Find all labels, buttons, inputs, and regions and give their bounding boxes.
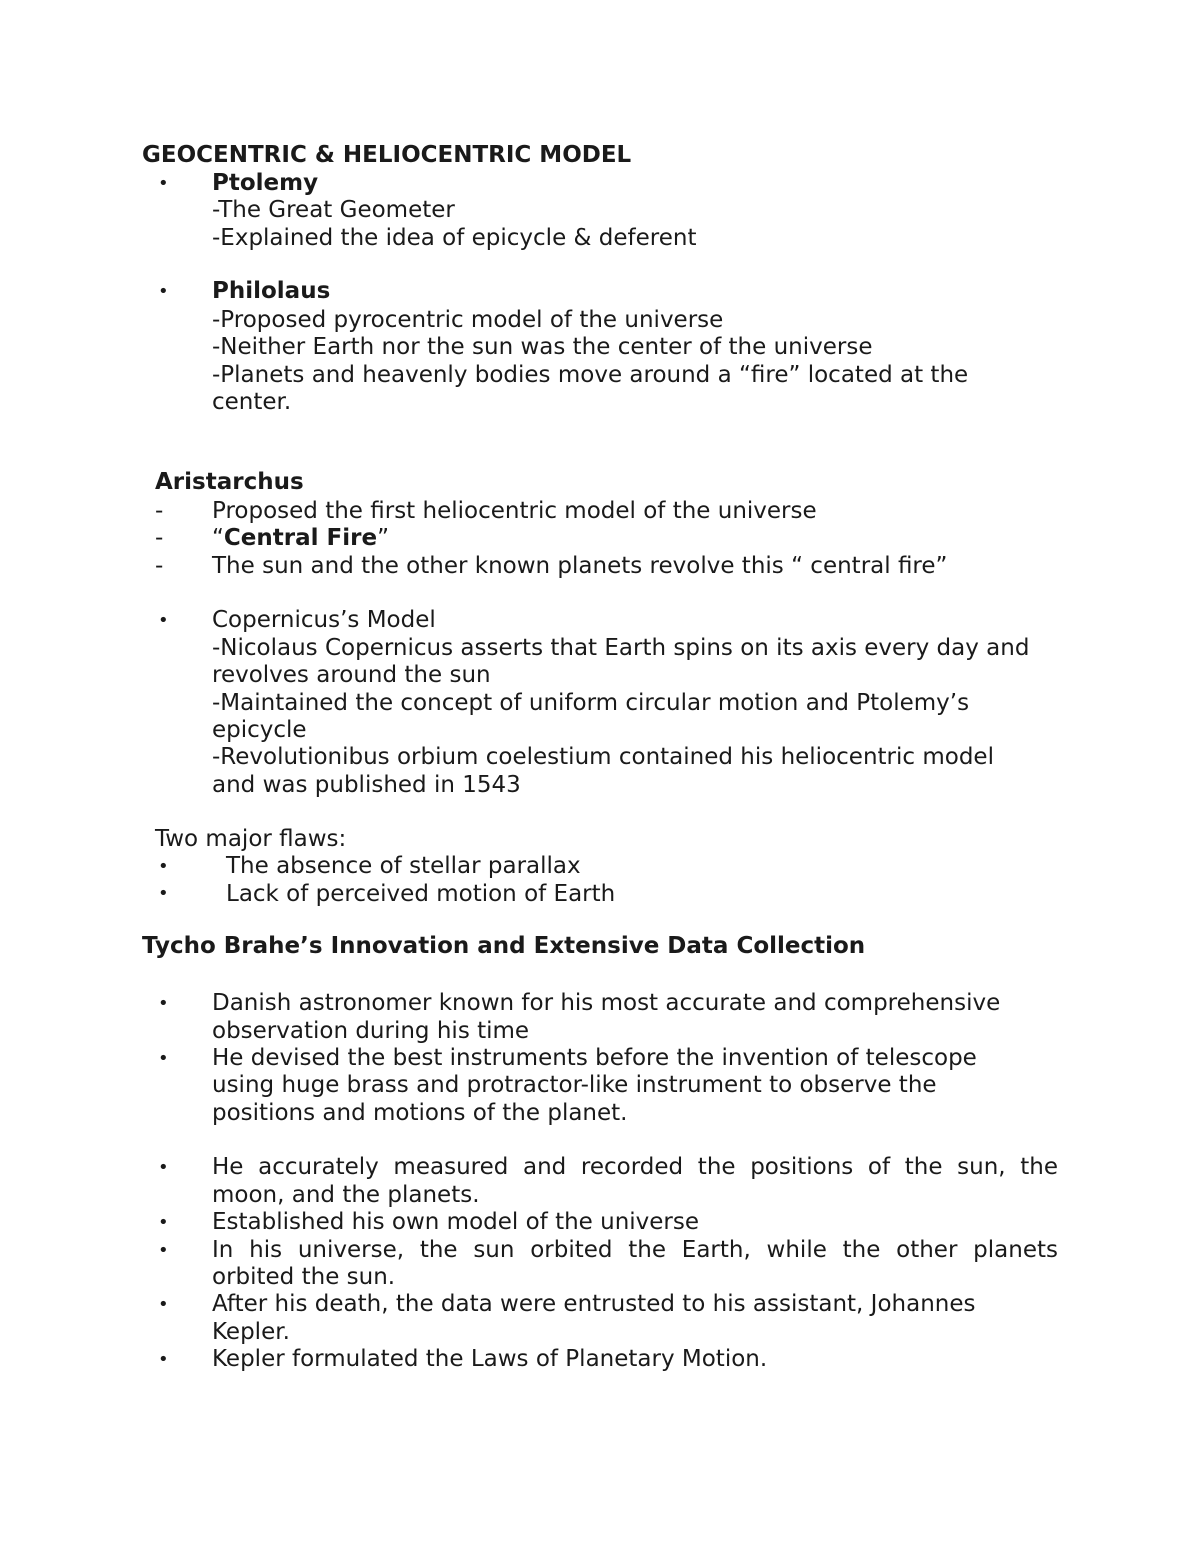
bullet: • bbox=[158, 1212, 169, 1233]
dash: - bbox=[155, 553, 164, 579]
copernicus-line: epicycle bbox=[212, 717, 307, 743]
aristarchus-item: Proposed the first heliocentric model of the universe bbox=[212, 498, 817, 524]
bullet: • bbox=[158, 1240, 169, 1261]
copernicus-heading: Copernicus’s Model bbox=[212, 607, 436, 633]
ptolemy-line: -Explained the idea of epicycle & deferent bbox=[212, 225, 697, 251]
copernicus-line: and was published in 1543 bbox=[212, 772, 521, 798]
tycho-line: observation during his time bbox=[212, 1018, 530, 1044]
tycho-heading: Tycho Brahe’s Innovation and Extensive Data Collection bbox=[142, 933, 866, 959]
dash: - bbox=[155, 525, 164, 551]
bullet: • bbox=[158, 993, 169, 1014]
tycho-line: positions and motions of the planet. bbox=[212, 1100, 628, 1126]
tycho-line: moon, and the planets. bbox=[212, 1182, 480, 1208]
tycho-line: using huge brass and protractor-like instrument to observe the bbox=[212, 1072, 937, 1098]
central-fire-text: Central Fire bbox=[223, 525, 378, 551]
tycho-line: Kepler. bbox=[212, 1319, 290, 1345]
philolaus-line: center. bbox=[212, 389, 292, 415]
ptolemy-name: Ptolemy bbox=[212, 170, 319, 196]
philolaus-line: -Proposed pyrocentric model of the universe bbox=[212, 307, 724, 333]
flaw-item: Lack of perceived motion of Earth bbox=[226, 881, 616, 907]
bullet: • bbox=[158, 856, 169, 877]
tycho-line: Established his own model of the universe bbox=[212, 1209, 700, 1235]
tycho-line: In his universe, the sun orbited the Earth, while the other planets bbox=[212, 1237, 1058, 1263]
tycho-line: orbited the sun. bbox=[212, 1264, 396, 1290]
tycho-line: Kepler formulated the Laws of Planetary Motion. bbox=[212, 1346, 768, 1372]
bullet: • bbox=[158, 1157, 169, 1178]
ptolemy-line: -The Great Geometer bbox=[212, 197, 455, 223]
copernicus-line: revolves around the sun bbox=[212, 662, 491, 688]
flaws-label: Two major flaws: bbox=[155, 826, 347, 852]
bullet: • bbox=[158, 1048, 169, 1069]
tycho-line: Danish astronomer known for his most accurate and comprehensive bbox=[212, 990, 1001, 1016]
document-title: GEOCENTRIC & HELIOCENTRIC MODEL bbox=[142, 142, 632, 168]
tycho-line: He accurately measured and recorded the positions of the sun, the bbox=[212, 1154, 1058, 1180]
bullet: • bbox=[158, 610, 169, 631]
tycho-line: After his death, the data were entrusted to his assistant, Johannes bbox=[212, 1291, 976, 1317]
bullet: • bbox=[158, 1349, 169, 1370]
bullet: • bbox=[158, 1294, 169, 1315]
bullet: • bbox=[158, 281, 169, 302]
bullet: • bbox=[158, 883, 169, 904]
copernicus-line: -Maintained the concept of uniform circular motion and Ptolemy’s bbox=[212, 690, 970, 716]
close-quote: ” bbox=[377, 525, 389, 551]
tycho-line: He devised the best instruments before the invention of telescope bbox=[212, 1045, 977, 1071]
open-quote: “ bbox=[212, 525, 224, 551]
philolaus-line: -Planets and heavenly bodies move around a “fire” located at the bbox=[212, 362, 969, 388]
philolaus-name: Philolaus bbox=[212, 278, 331, 304]
dash: - bbox=[155, 498, 164, 524]
flaw-item: The absence of stellar parallax bbox=[226, 853, 581, 879]
aristarchus-item-central-fire bbox=[212, 524, 389, 552]
philolaus-line: -Neither Earth nor the sun was the center of the universe bbox=[212, 334, 873, 360]
bullet: • bbox=[158, 173, 169, 194]
copernicus-line: -Nicolaus Copernicus asserts that Earth spins on its axis every day and bbox=[212, 635, 1030, 661]
copernicus-line: -Revolutionibus orbium coelestium contained his heliocentric model bbox=[212, 744, 994, 770]
aristarchus-item: The sun and the other known planets revolve this “ central fire” bbox=[212, 553, 948, 579]
aristarchus-heading: Aristarchus bbox=[155, 469, 304, 495]
